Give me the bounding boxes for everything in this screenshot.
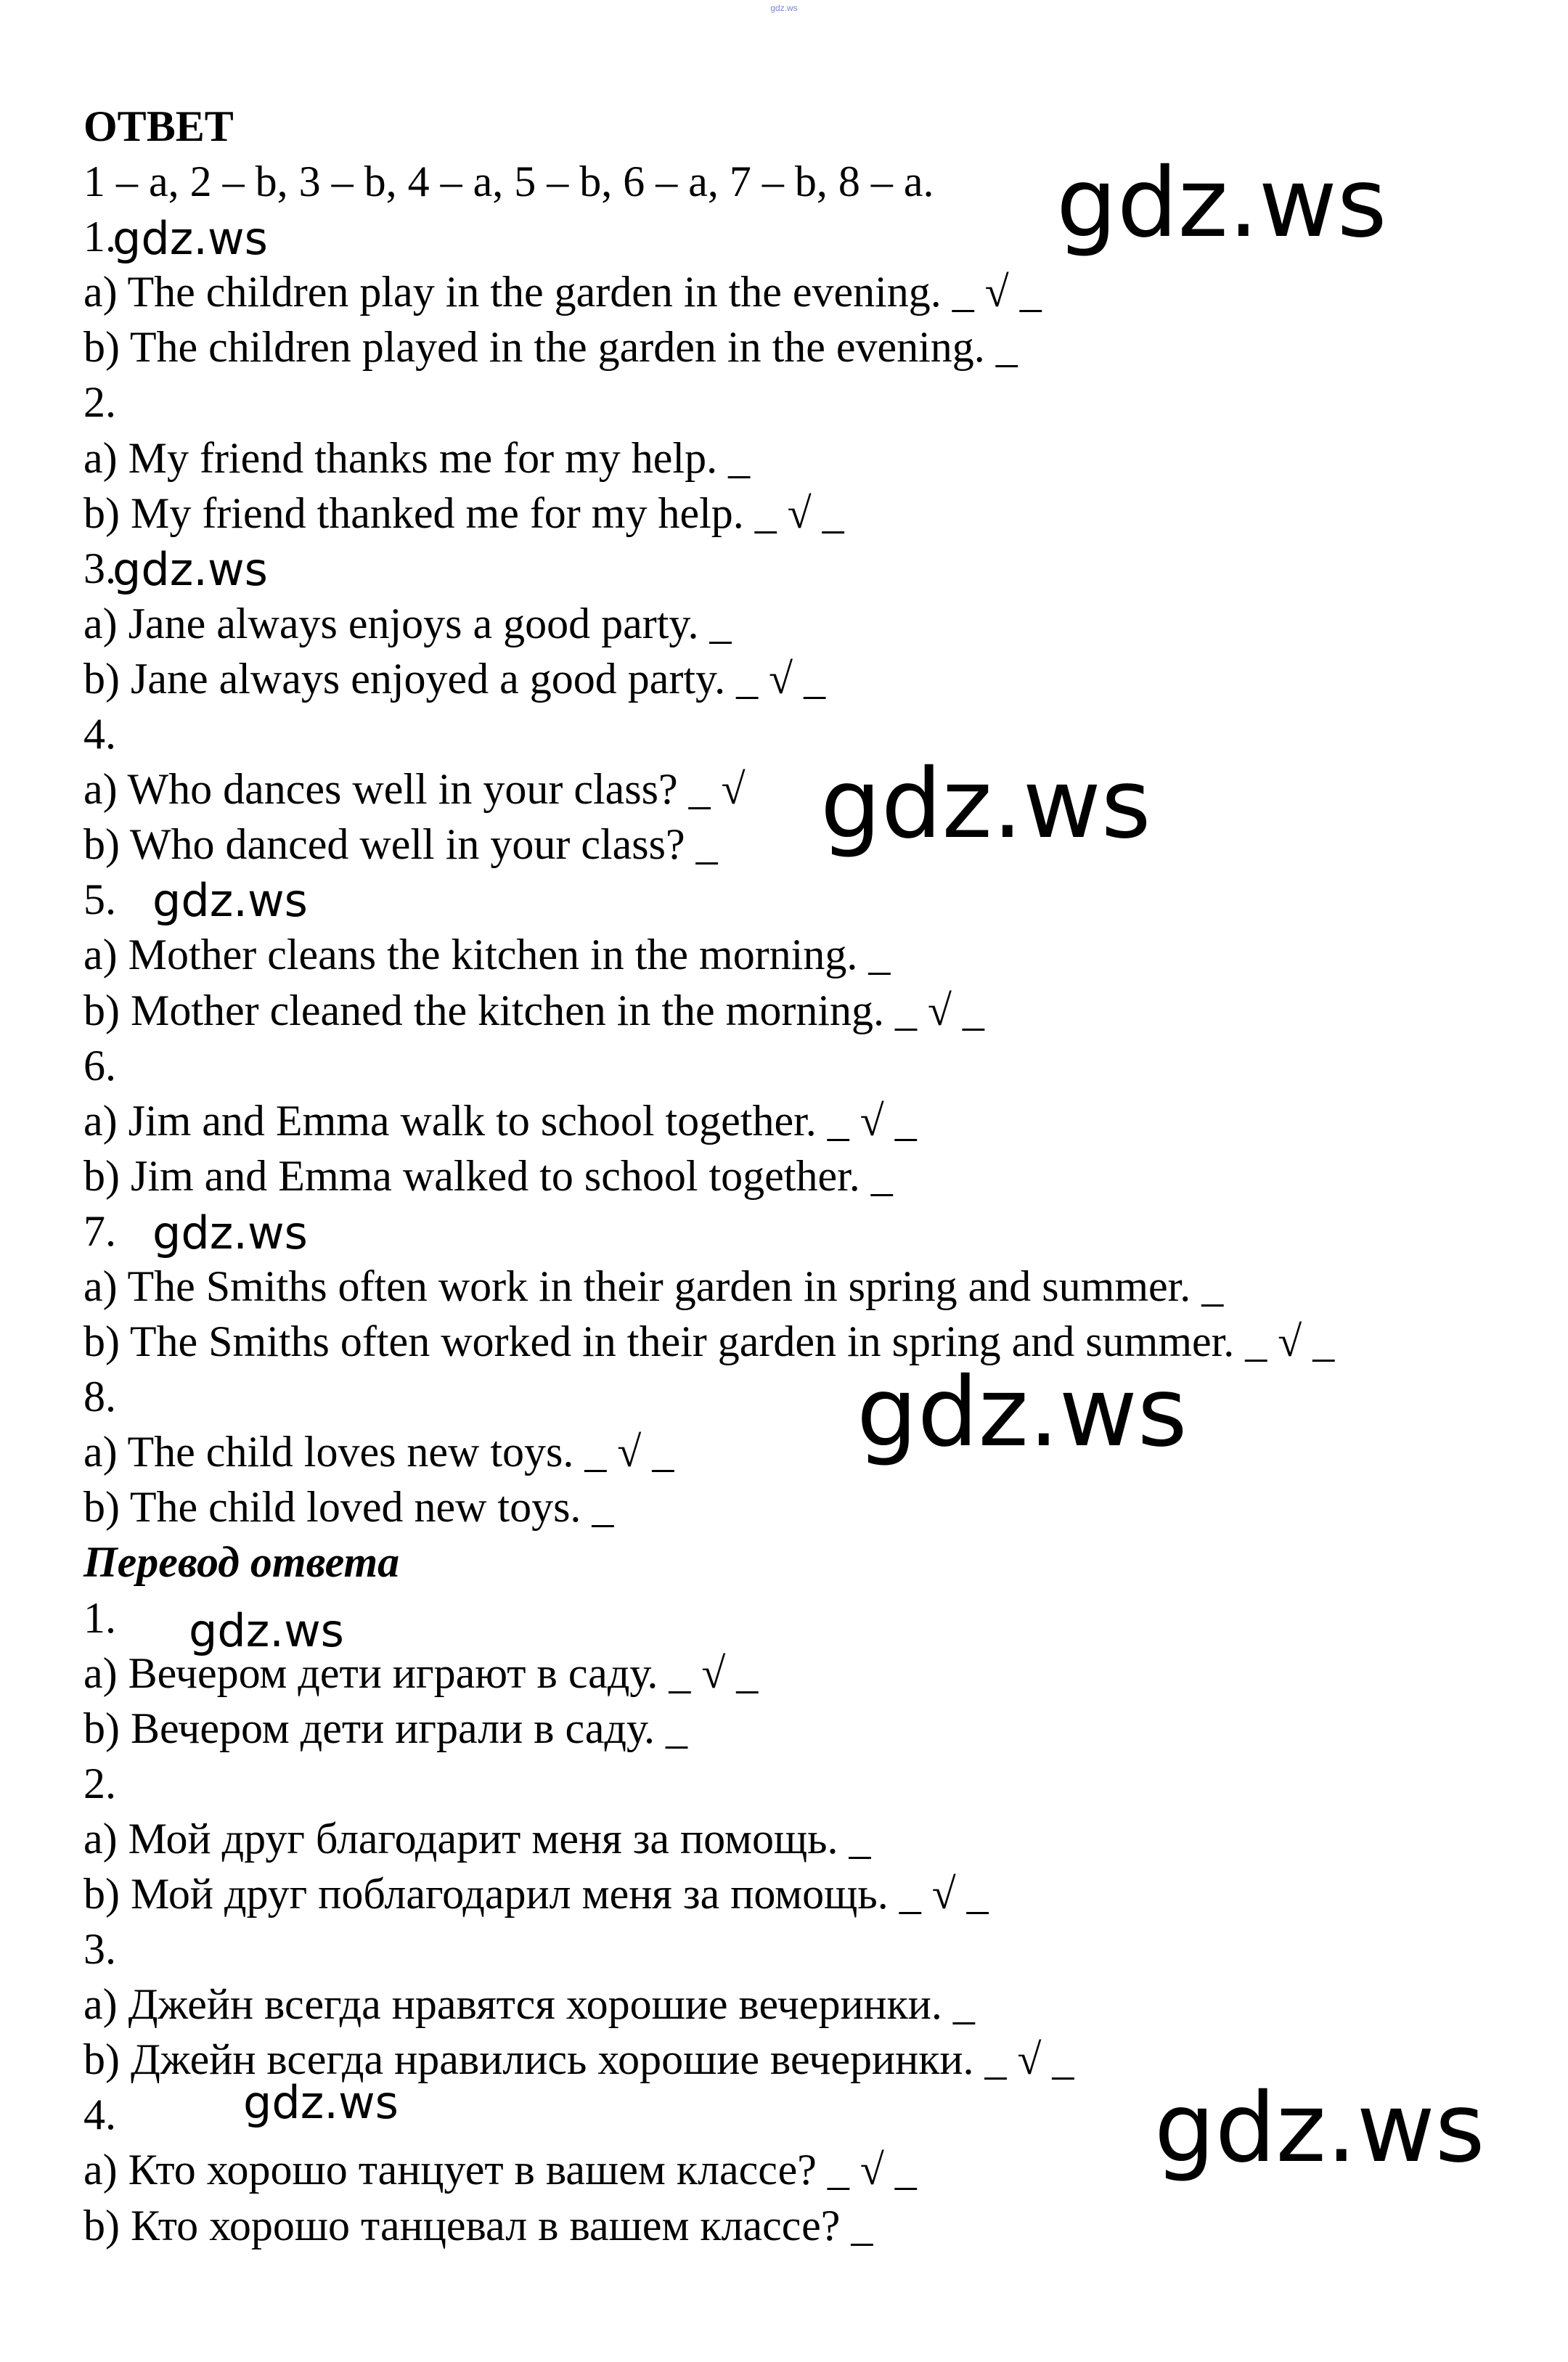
watermark: gdz.ws	[1154, 2072, 1485, 2184]
option-a: a) Мой друг благодарит меня за помощь. _	[83, 1814, 871, 1863]
option-b: b) Jane always enjoyed a good party. _ √ _	[83, 654, 826, 703]
watermark: gdz.ws	[152, 874, 308, 927]
answers-summary: 1 – a, 2 – b, 3 – b, 4 – a, 5 – b, 6 – a, 7 – b, 8 – a.	[83, 158, 934, 206]
option-a: a) Jane always enjoys a good party. _	[83, 599, 732, 647]
item-number: 7.	[83, 1206, 116, 1255]
item-number: 8.	[83, 1373, 116, 1421]
option-b: b) Mother cleaned the kitchen in the morning. _ √ _	[83, 986, 984, 1034]
option-a: a) Who dances well in your class? _ √	[83, 765, 746, 814]
item-number: 3.	[83, 1925, 116, 1974]
option-b: b) My friend thanked me for my help. _ √ _	[83, 489, 844, 537]
option-a: a) Вечером дети играют в саду. _ √ _	[83, 1648, 759, 1697]
option-b: b) The Smiths often worked in their garden in spring and summer. _ √ _	[83, 1317, 1335, 1366]
option-a: a) The Smiths often work in their garden in spring and summer. _	[83, 1262, 1224, 1310]
item-number: 4.	[83, 710, 116, 759]
option-a: a) Mother cleans the kitchen in the morning. _	[83, 931, 891, 979]
option-b: b) Who danced well in your class? _	[83, 820, 718, 869]
watermark: gdz.ws	[820, 748, 1151, 860]
watermark: gdz.ws	[1056, 147, 1387, 259]
answer-text	[83, 99, 1521, 2253]
watermark: gdz.ws	[152, 1206, 308, 1259]
watermark: gdz.ws	[113, 543, 268, 596]
item-number: 1.	[83, 1593, 116, 1642]
option-b: b) Jim and Emma walked to school together. _	[83, 1151, 893, 1200]
option-a: a) Jim and Emma walk to school together. _ √ _	[83, 1096, 917, 1145]
item-number: 3.	[83, 544, 116, 592]
watermark: gdz.ws	[857, 1357, 1188, 1468]
top-watermark: gdz.ws	[770, 3, 798, 13]
answer-heading: ОТВЕТ	[83, 102, 234, 150]
option-b: b) Джейн всегда нравились хорошие вечеринки. _ √ _	[83, 2035, 1074, 2084]
option-a: a) My friend thanks me for my help. _	[83, 433, 751, 482]
option-b: b) Кто хорошо танцевал в вашем классе? _	[83, 2201, 873, 2249]
item-number: 6.	[83, 1041, 116, 1090]
item-number: 4.	[83, 2091, 116, 2139]
option-a: a) Кто хорошо танцует в вашем классе? _ √ _	[83, 2146, 917, 2194]
option-b: b) The child loved new toys. _	[83, 1483, 614, 1532]
translation-heading: Перевод ответа	[83, 1538, 400, 1587]
watermark: gdz.ws	[243, 2076, 399, 2129]
item-number: 1.	[83, 213, 116, 261]
item-number: 5.	[83, 875, 116, 924]
option-a: a) Джейн всегда нравятся хорошие вечеринки. _	[83, 1980, 975, 2029]
item-number: 2.	[83, 1759, 116, 1807]
option-b: b) Мой друг поблагодарил меня за помощь. _ √ _	[83, 1870, 989, 1918]
option-b: b) Вечером дети играли в саду. _	[83, 1704, 688, 1752]
option-b: b) The children played in the garden in the evening. _	[83, 323, 1018, 372]
watermark: gdz.ws	[189, 1604, 344, 1657]
watermark: gdz.ws	[113, 212, 268, 265]
option-a: a) The child loves new toys. _ √ _	[83, 1428, 674, 1476]
item-number: 2.	[83, 378, 116, 427]
option-a: a) The children play in the garden in the evening. _ √ _	[83, 268, 1042, 316]
